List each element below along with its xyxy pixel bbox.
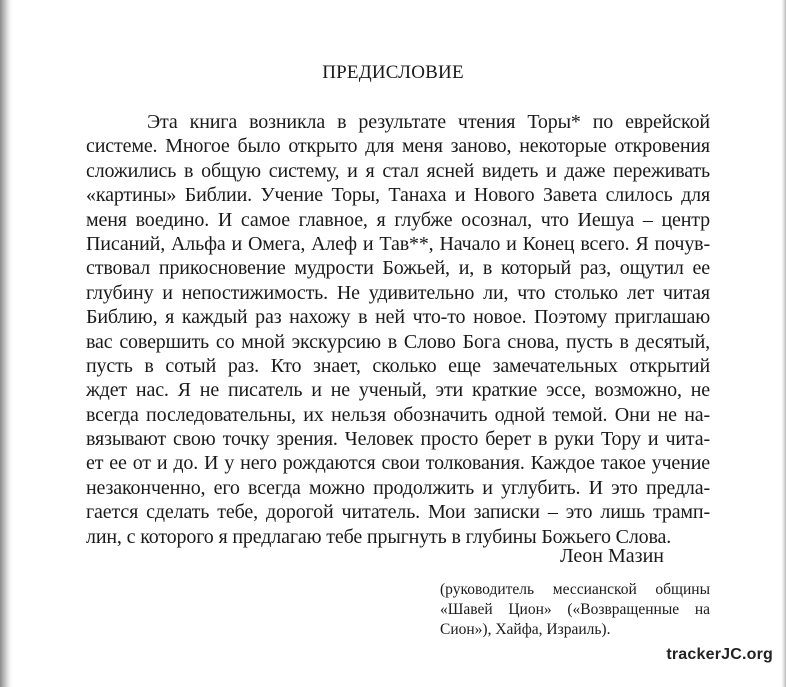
body-line: лин, с которого я предлагаю тебе прыгнуть в глубины Божьего Слова.: [86, 525, 672, 548]
body-line: меня воедино. И самое главное, я глубже осознал, что Иешуа – центр: [86, 208, 710, 231]
body-line: Писаний, Альфа и Омега, Алеф и Тав**, Начало и Конец всего. Я почув-: [86, 232, 710, 255]
body-line: Эта книга возникла в результате чтения Торы* по еврейской: [147, 111, 710, 133]
body-line: Библию, я каждый раз нахожу в ней что-то новое. Поэтому приглашаю: [86, 306, 710, 329]
preface-body: [86, 110, 710, 549]
body-line: вас совершить со мной экскурсию в Слово Бога снова, пусть в десятый,: [86, 330, 710, 353]
body-line: ет ее от и до. И у него рождаются свои толкования. Каждое такое учение: [86, 452, 710, 475]
site-watermark: trackerJC.org: [666, 646, 773, 663]
affiliation-line: Сион»), Хайфа, Израиль).: [440, 621, 611, 638]
author-affiliation: [440, 580, 710, 640]
body-line: незаконченно, его всегда можно продолжить и углубить. И это предла-: [86, 476, 710, 499]
body-line: ствовал прикосновение мудрости Божьей, и, в который раз, ощутил ее: [86, 257, 710, 280]
page-title: ПРЕДИСЛОВИЕ: [322, 62, 464, 83]
body-line: гается сделать тебе, дорогой читатель. Мои записки – это лишь трамп-: [86, 501, 710, 524]
body-line: ждет нас. Я не писатель и не ученый, эти краткие эссе, возможно, не: [86, 379, 710, 402]
page-edge-shadow: [0, 0, 12, 687]
affiliation-line: (руководитель мессианской общины: [440, 581, 710, 598]
page-edge-shadow-right: [781, 0, 786, 687]
body-line: всегда последовательны, их нельзя обозначить одной темой. Они не на-: [86, 403, 710, 426]
body-line: вязывают свою точку зрения. Человек просто берет в руки Тору и чита-: [86, 428, 710, 451]
body-line: «картины» Библии. Учение Торы, Танаха и Нового Завета слилось для: [86, 184, 710, 207]
body-line: пусть в сотый раз. Кто знает, сколько еще замечательных открытий: [86, 354, 710, 377]
body-line: глубину и непостижимость. Не удивительно ли, что столько лет читая: [86, 281, 710, 304]
body-line: системе. Многое было открыто для меня заново, некоторые откровения: [86, 135, 710, 158]
body-line: сложились в общую систему, и я стал ясней видеть и даже переживать: [86, 159, 710, 182]
author-name: Леон Мазин: [560, 545, 664, 567]
affiliation-line: «Шавей Цион» («Возвращенные на: [440, 601, 710, 618]
